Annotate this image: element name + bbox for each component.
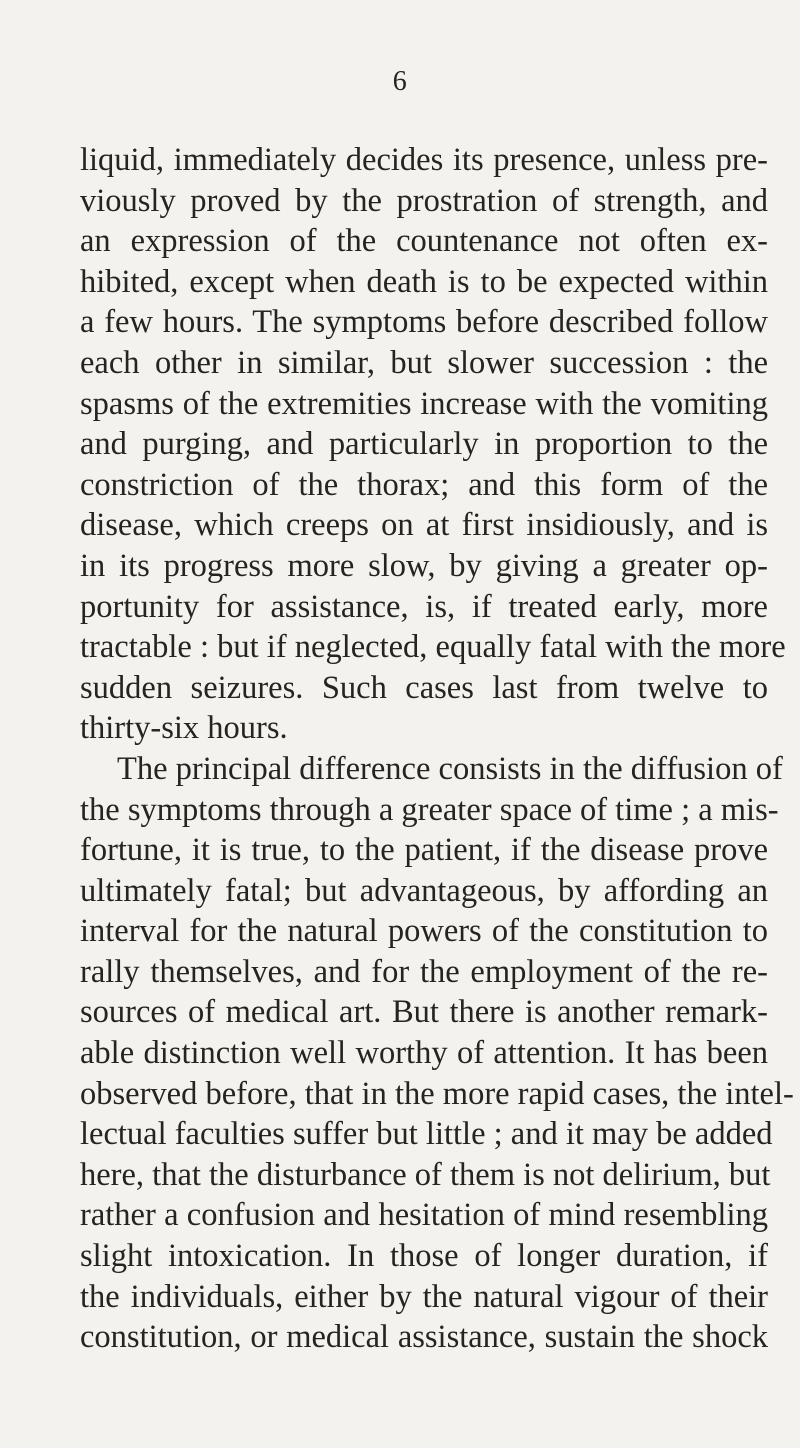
text-line: tractable : but if neglected, equally fatal with the more [80,629,786,666]
text-line: constitution, or medical assistance, sustain the shock [80,1319,768,1356]
text-line: an expression of the countenance not often ex- [80,223,768,260]
body-text [80,140,794,1358]
text-line: and purging, and particularly in proportion to the [80,426,768,463]
text-line: portunity for assistance, is, if treated early, more [80,588,768,625]
text-line: sources of medical art. But there is another remark- [80,994,768,1031]
text-line: in its progress more slow, by giving a greater op- [80,547,768,584]
text-line: lectual faculties suffer but little ; and it may be added [80,1116,773,1153]
text-line: liquid, immediately decides its presence, unless pre- [80,142,768,178]
text-line: viously proved by the prostration of strength, and [80,182,768,219]
text-line: interval for the natural powers of the constitution to [80,913,768,950]
paragraph-last-line: thirty-six hours. [80,710,288,747]
text-line: observed before, that in the more rapid cases, the intel- [80,1075,794,1112]
paragraph-first-line: The principal difference consists in the diffusion of [117,750,783,787]
text-line: fortune, it is true, to the patient, if the disease prove [80,832,768,869]
page-number: 6 [392,66,408,97]
text-line: disease, which creeps on at first insidiously, and is [80,507,768,544]
text-line: here, that the disturbance of them is not delirium, but [80,1156,771,1193]
text-line: sudden seizures. Such cases last from twelve to [80,669,768,706]
text-line: spasms of the extremities increase with the vomiting [80,385,768,422]
text-line: constriction of the thorax; and this form of the [80,466,768,503]
text-line: each other in similar, but slower succession : the [80,344,768,381]
text-line: a few hours. The symptoms before described follow [80,304,768,341]
text-line: the symptoms through a greater space of time ; a mis- [80,791,779,828]
text-line: rally themselves, and for the employment of the re- [80,953,768,990]
text-line: ultimately fatal; but advantageous, by affording an [80,872,768,909]
text-line: slight intoxication. In those of longer duration, if [80,1238,768,1275]
text-line: able distinction well worthy of attention. It has been [80,1035,768,1072]
text-line: the individuals, either by the natural vigour of their [80,1278,768,1315]
text-line: hibited, except when death is to be expected within [80,263,768,300]
text-line: rather a confusion and hesitation of mind resembling [80,1197,768,1234]
